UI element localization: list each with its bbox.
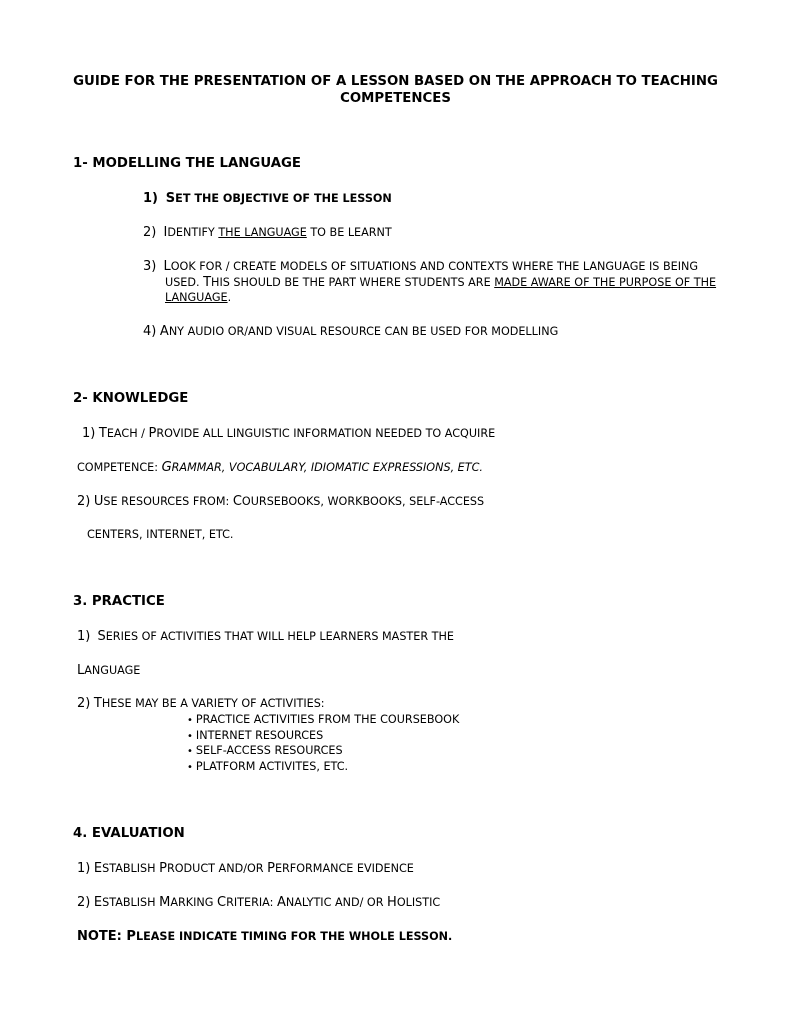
practice-item-1: 1) SERIES OF ACTIVITIES THAT WILL HELP LEARNERS MASTER THE	[77, 629, 454, 644]
bullet-icon: •	[187, 762, 193, 773]
modelling-item-2: 2) IDENTIFY THE LANGUAGE TO BE LEARNT	[143, 225, 392, 240]
practice-bullet-item: • SELF-ACCESS RESOURCES	[187, 744, 343, 757]
section-heading-knowledge: 2- KNOWLEDGE	[73, 391, 189, 406]
document-title-line-2: COMPETENCES	[340, 91, 451, 106]
modelling-item-3-line-1: 3) LOOK FOR / CREATE MODELS OF SITUATIONS AND CONTEXTS WHERE THE LANGUAGE IS BEING	[143, 259, 699, 274]
knowledge-item-1: 1) TEACH / PROVIDE ALL LINGUISTIC INFORMATION NEEDED TO ACQUIRE	[82, 426, 496, 441]
knowledge-item-1-continued: COMPETENCE: GRAMMAR, VOCABULARY, IDIOMATIC EXPRESSIONS, ETC.	[77, 460, 483, 475]
section-heading-evaluation: 4. EVALUATION	[73, 826, 185, 841]
section-heading-practice: 3. PRACTICE	[73, 594, 165, 609]
modelling-item-1: 1) SET THE OBJECTIVE OF THE LESSON	[143, 191, 392, 206]
section-heading-modelling: 1- MODELLING THE LANGUAGE	[73, 156, 302, 171]
document-title-line-1: GUIDE FOR THE PRESENTATION OF A LESSON BASED ON THE APPROACH TO TEACHING	[73, 74, 718, 89]
bullet-icon: •	[187, 746, 193, 757]
knowledge-item-2-continued: CENTERS, INTERNET, ETC.	[87, 528, 234, 541]
knowledge-item-2: 2) USE RESOURCES FROM: COURSEBOOKS, WORKBOOKS, SELF-ACCESS	[77, 494, 485, 509]
bullet-icon: •	[187, 731, 193, 742]
note-line: NOTE: PLEASE INDICATE TIMING FOR THE WHOLE LESSON.	[77, 929, 453, 944]
practice-item-1-continued: LANGUAGE	[77, 663, 141, 678]
practice-bullet-item: • INTERNET RESOURCES	[187, 729, 324, 742]
modelling-item-3-line-3: LANGUAGE.	[165, 291, 232, 304]
bullet-icon: •	[187, 715, 193, 726]
evaluation-item-2: 2) ESTABLISH MARKING CRITERIA: ANALYTIC AND/ OR HOLISTIC	[77, 895, 441, 910]
note-label: NOTE:	[77, 929, 122, 944]
practice-bullet-item: • PLATFORM ACTIVITES, ETC.	[187, 760, 349, 773]
practice-bullet-item: • PRACTICE ACTIVITIES FROM THE COURSEBOOK	[187, 713, 460, 726]
practice-item-2: 2) THESE MAY BE A VARIETY OF ACTIVITIES:	[77, 696, 325, 711]
modelling-item-4: 4) ANY AUDIO OR/AND VISUAL RESOURCE CAN BE USED FOR MODELLING	[143, 324, 559, 339]
modelling-item-3-line-2: USED. THIS SHOULD BE THE PART WHERE STUDENTS ARE MADE AWARE OF THE PURPOSE OF THE	[165, 275, 717, 290]
evaluation-item-1: 1) ESTABLISH PRODUCT AND/OR PERFORMANCE EVIDENCE	[77, 861, 414, 876]
